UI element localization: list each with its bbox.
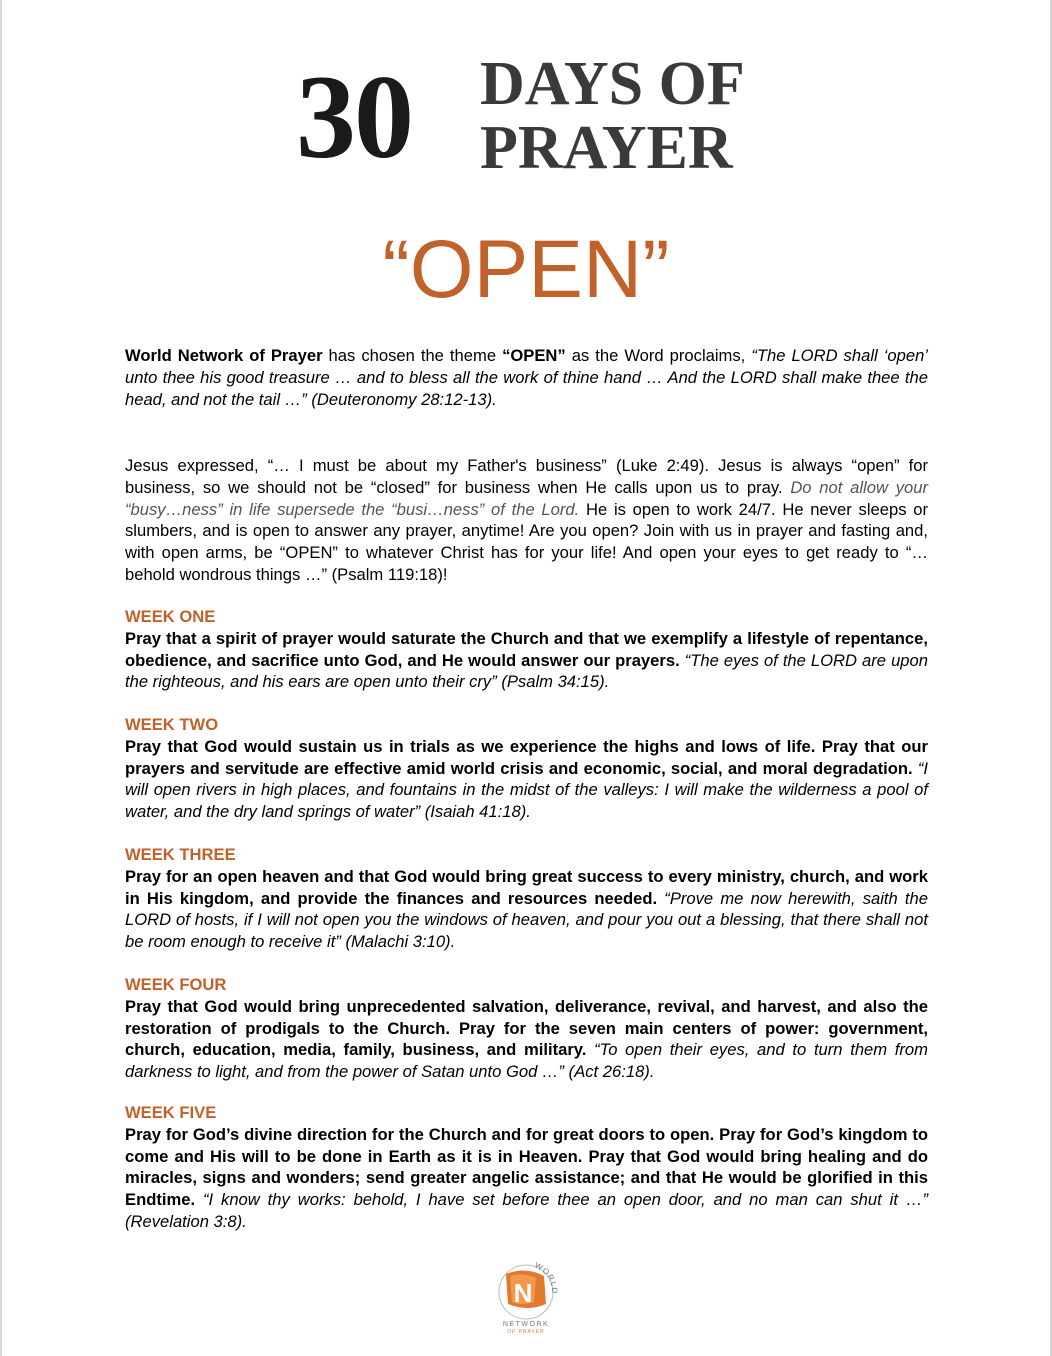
week-body: Pray that a spirit of prayer would saturate the Church and that we exemplify a lifestyle of repentance, obedience, and sacrifice unto God, and He would answer our prayers. “The eyes of the LORD are upon the righteous, and his ears are open unto their cry” (Psalm 34:15). (125, 628, 928, 692)
svg-text:OF PRAYER: OF PRAYER (507, 1329, 545, 1334)
intro-paragraph-1: World Network of Prayer has chosen the theme “OPEN” as the Word proclaims, “The LORD shall ‘open’ unto thee his good treasure … and to bless all the work of thine hand … And the LORD shall make thee the head, and not the tail …” (Deuteronomy 28:12-13). (125, 346, 928, 409)
title-line-2: PRAYER (480, 114, 733, 182)
svg-text:WORLD: WORLD (533, 1260, 560, 1295)
logo-icon (486, 1252, 566, 1334)
week-three-section (125, 844, 928, 953)
svg-text:N: N (513, 1278, 533, 1308)
week-heading: WEEK ONE (125, 607, 216, 626)
week-four-section (125, 974, 928, 1083)
week-body: Pray that God would bring unprecedented salvation, deliverance, revival, and harvest, and also the restoration of prodigals to the Church. Pray for the seven main centers of power: government, church, education, media, family, business, and military. “To open their eyes, and to turn them from darkness to light, and from the power of Satan unto God …” (Act 26:18). (125, 996, 928, 1082)
week-heading: WEEK THREE (125, 845, 236, 864)
intro-paragraph-2: Jesus expressed, “… I must be about my Father's business” (Luke 2:49). Jesus is always “open” for business, so we should not be “closed” for business when He calls upon us to pray. Do not allow your “busy…ness” in life supersede the “busi…ness” of the Lord. He is open to work 24/7. He never sleeps or slumbers, and is open to answer any prayer, anytime! Are you open? Join with us in prayer and fasting and, with open arms, be “OPEN” to whatever Christ has for your life! And open your eyes to get ready to “… behold wondrous things …” (Psalm 119:18)! (125, 456, 929, 584)
week-heading: WEEK FIVE (125, 1103, 217, 1122)
title-block (0, 52, 1052, 192)
theme-title: “OPEN” (382, 224, 670, 315)
emphasis-text: Do not allow your “busy…ness” in life supersede the “busi…ness” of the Lord. (125, 477, 928, 519)
week-body: Pray that God would sustain us in trials as we experience the highs and lows of life. Pray that our prayers and servitude are effective amid world crisis and economic, social, and moral degradation. “I will open rivers in high places, and fountains in the midst of the valleys: I will make the wilderness a pool of water, and the dry land springs of water” (Isaiah 41:18). (125, 736, 928, 822)
week-five-section (125, 1102, 928, 1233)
week-heading: WEEK FOUR (125, 975, 227, 994)
page-edge-left (0, 0, 2, 1356)
title-number: 30 (296, 50, 412, 183)
week-two-section (125, 714, 928, 823)
org-name: World Network of Prayer (125, 346, 323, 365)
scripture-quote: “The LORD shall ‘open’ unto thee his good treasure … and to bless all the work of thine hand … And the LORD shall make thee the head, and not the tail …” (Deuteronomy 28:12-13). (125, 346, 928, 409)
title-line-1: DAYS OF (480, 50, 745, 118)
week-body: Pray for God’s divine direction for the Church and for great doors to open. Pray for God’s kingdom to come and His will to be done in Earth as it is in Heaven. Pray that God would bring healing and do miracles, signs and wonders; send greater angelic assistance; and that He would be glorified in this Endtime. “I know thy works: behold, I have set before thee an open door, and no man can shut it …” (Revelation 3:8). (125, 1124, 928, 1231)
week-one-section (125, 606, 928, 693)
svg-text:NETWORK: NETWORK (502, 1321, 550, 1328)
week-heading: WEEK TWO (125, 715, 219, 734)
title-text (480, 52, 745, 180)
week-body: Pray for an open heaven and that God would bring great success to every ministry, church, and work in His kingdom, and provide the finances and resources needed. “Prove me now herewith, saith the LORD of hosts, if I will not open you the windows of heaven, and pour you out a blessing, that there shall not be room enough to receive it” (Malachi 3:10). (125, 866, 928, 952)
world-network-of-prayer-logo (486, 1252, 566, 1334)
theme-word: “OPEN” (502, 346, 566, 365)
